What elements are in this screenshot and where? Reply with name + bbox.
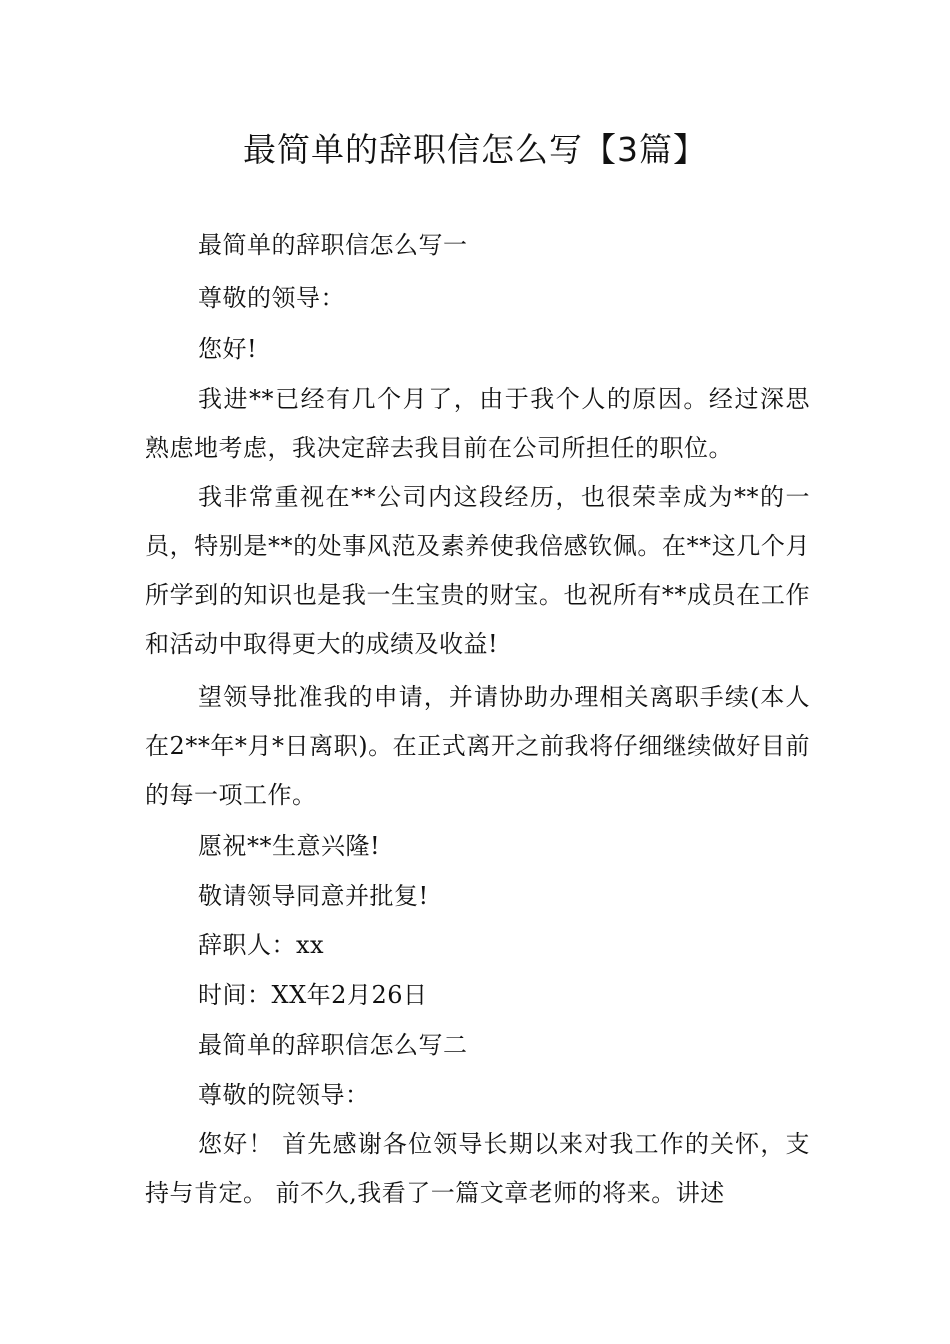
- body-paragraph: 望领导批准我的申请，并请协助办理相关离职手续(本人在2**年*月*日离职)。在正式离开之前我将仔细继续做好目前的每一项工作。: [145, 683, 810, 809]
- body-paragraph: 我非常重视在**公司内这段经历，也很荣幸成为**的一员，特别是**的处事风范及素养使我倍感钦佩。在**这几个月所学到的知识也是我一生宝贵的财宝。也祝所有**成员在工作和活动中取得更大的成绩及收益!: [145, 483, 810, 658]
- document-title: 最简单的辞职信怎么写【3篇】: [243, 130, 707, 169]
- signature-name: 辞职人：xx: [198, 931, 325, 959]
- greeting: 您好!: [198, 335, 258, 363]
- section-heading-1: 最简单的辞职信怎么写一: [198, 231, 468, 259]
- closing-request: 敬请领导同意并批复!: [198, 882, 429, 910]
- salutation: 尊敬的领导：: [198, 284, 345, 312]
- signature-date: 时间：XX年2月26日: [198, 981, 428, 1009]
- salutation: 尊敬的院领导：: [198, 1081, 370, 1109]
- body-paragraph: 我进**已经有几个月了，由于我个人的原因。经过深思熟虑地考虑，我决定辞去我目前在公司所担任的职位。: [145, 385, 810, 462]
- body-paragraph: 您好！ 首先感谢各位领导长期以来对我工作的关怀，支持与肯定。 前不久,我看了一篇文章老师的将来。讲述: [145, 1130, 810, 1207]
- closing-wish: 愿祝**生意兴隆!: [198, 832, 381, 860]
- section-heading-2: 最简单的辞职信怎么写二: [198, 1031, 468, 1059]
